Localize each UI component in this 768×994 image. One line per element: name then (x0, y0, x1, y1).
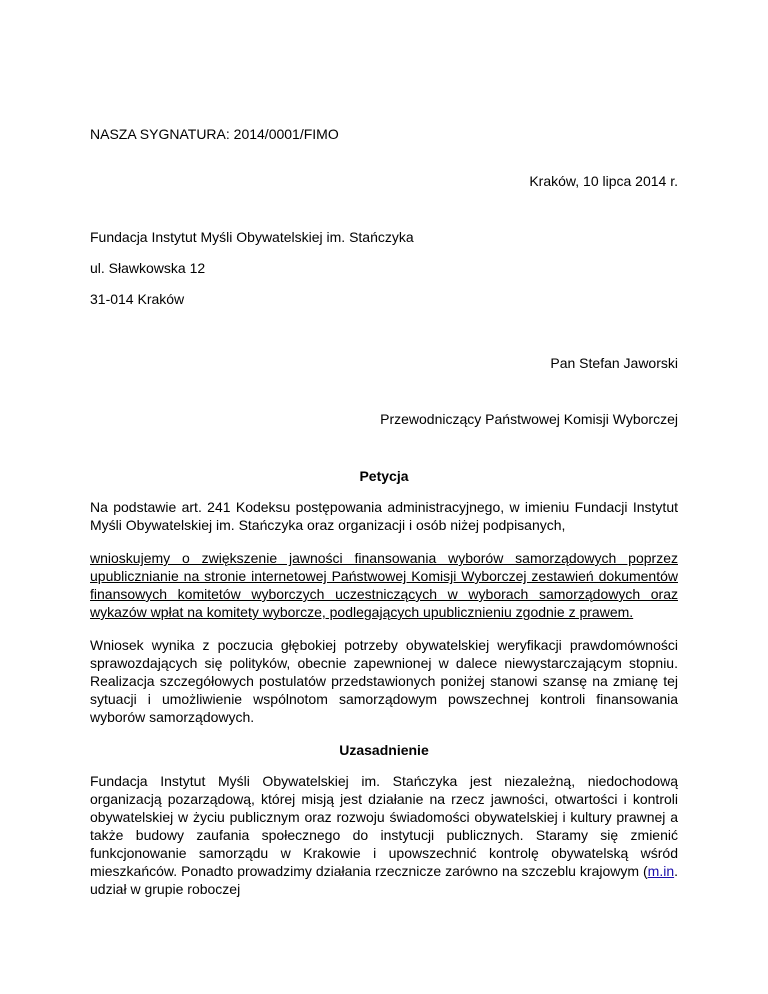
recipient-title: Przewodniczący Państwowej Komisji Wyborczej (380, 411, 678, 427)
petition-intro: Na podstawie art. 241 Kodeksu postępowania administracyjnego, w imieniu Fundacji Instytut Myśli Obywatelskiej im. Stańczyka oraz organizacji i osób niżej podpisanych, (90, 499, 678, 533)
sender-street: ul. Sławkowska 12 (90, 260, 206, 276)
abbreviation-link[interactable]: m.in (647, 863, 675, 879)
justification-text: Fundacja Instytut Myśli Obywatelskiej im. Stańczyka jest niezależną, niedochodową organizacją pozarządową, której misją jest działanie na rzecz jawności, otwartości i kontroli obywatelskiej w życiu publicznym oraz rozwoju świadomości obywatelskiej i kultury prawnej a także budowy zaufania społecznego do instytucji publicznych. Staramy się zmienić funkcjonowanie samorządu w Krakowie i upowszechnić kontrolę obywatelską wśród mieszkańców. Ponadto prowadzimy działania rzecznicze zarówno na szczeblu krajowym ( (90, 773, 678, 879)
justification-body (90, 772, 678, 898)
justification-text-tail: . udział w grupie roboczej (90, 863, 678, 897)
sender-name: Fundacja Instytut Myśli Obywatelskiej im. Stańczyka (90, 229, 414, 245)
petition-rationale: Wniosek wynika z poczucia głębokiej potrzeby obywatelskiej weryfikacji prawdomówności sprawozdających się polityków, obecnie zapewnionej w dalece niewystarczającym stopniu. Realizacja szczegółowych postulatów przedstawionych poniżej stanowi szansę na zmianę tej sytuacji i umożliwienie wspólnotom samorządowym powszechnej kontroli finansowania wyborów samorządowych. (90, 637, 678, 725)
signature-line: NASZA SYGNATURA: 2014/0001/FIMO (90, 126, 339, 142)
petition-request: wnioskujemy o zwiększenie jawności finansowania wyborów samorządowych poprzez upublicznianie na stronie internetowej Państwowej Komisji Wyborczej zestawień dokumentów finansowych komitetów wyborczych uczestniczących w wyborach samorządowych oraz wykazów wpłat na komitety wyborcze, podlegających upublicznieniu zgodnie z prawem. (90, 550, 678, 620)
place-date: Kraków, 10 lipca 2014 r. (529, 173, 678, 189)
petition-heading: Petycja (359, 468, 409, 484)
sender-city: 31-014 Kraków (90, 291, 185, 307)
recipient-name: Pan Stefan Jaworski (550, 355, 678, 371)
justification-heading: Uzasadnienie (339, 742, 429, 758)
